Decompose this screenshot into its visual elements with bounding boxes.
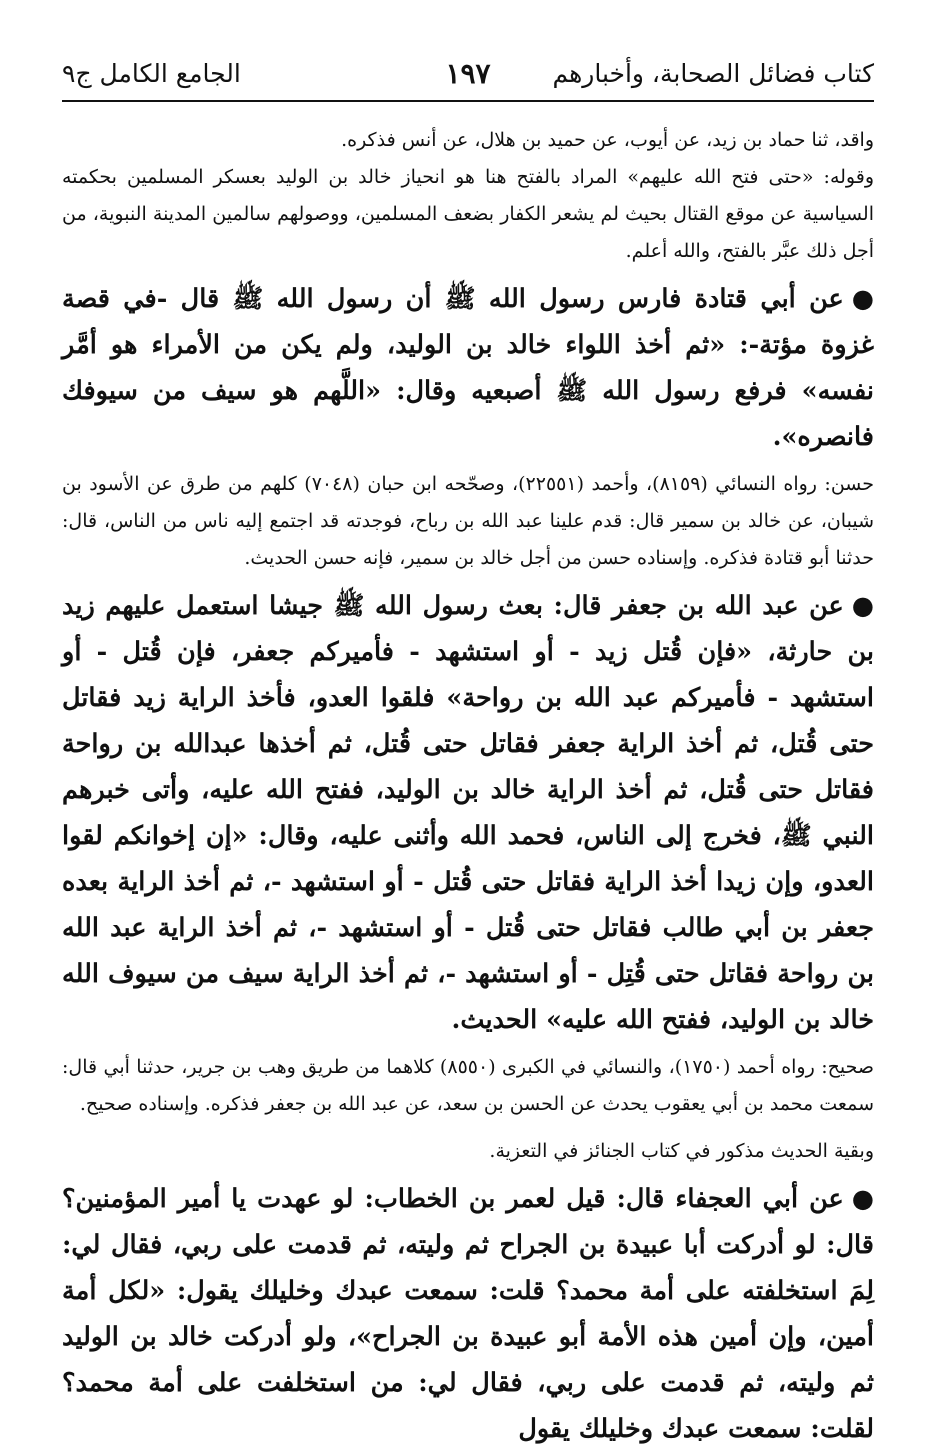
commentary-paragraph: وقوله: «حتى فتح الله عليهم» المراد بالفتح هنا هو انحياز خالد بن الوليد بعسكر المسلمين بحكمته السياسية عن موقع القتال بحيث لم يشعر الكفار بضعف المسلمين، ووصولهم سالمين المدينة النبوية، من أجل ذلك عبَّر بالفتح، والله أعلم. bbox=[62, 166, 874, 262]
hadith-paragraph bbox=[62, 583, 874, 1043]
hadith-text: عن أبي قتادة فارس رسول الله ﷺ أن رسول الله ﷺ قال -في قصة غزوة مؤتة-: «ثم أخذ اللواء خالد بن الوليد، ولم يكن من الأمراء هو أمَّر نفسه» فرفع رسول الله ﷺ أصبعيه وقال: «اللَّهم هو سيف من سيوفك فانصره». bbox=[62, 284, 874, 452]
hadith-text: عن عبد الله بن جعفر قال: بعث رسول الله ﷺ جيشا استعمل عليهم زيد بن حارثة، «فإن قُتل زيد - أو استشهد - فأميركم جعفر، فإن قُتل - أو استشهد - فأميركم عبد الله بن رواحة» فلقوا العدو، فأخذ الراية زيد فقاتل حتى قُتل، ثم أخذ الراية جعفر فقاتل حتى قُتل، ثم أخذها عبدالله بن رواحة فقاتل حتى قُتل، ثم أخذ الراية خالد بن الوليد، ففتح الله عليه، وأتى خبرهم النبي ﷺ، فخرج إلى الناس، فحمد الله وأثنى عليه، وقال: «إن إخوانكم لقوا العدو، وإن زيدا أخذ الراية فقاتل حتى قُتل - أو استشهد -، ثم أخذ الراية بعده جعفر بن أبي طالب فقاتل حتى قُتل - أو استشهد -، ثم أخذ الراية عبد الله بن رواحة فقاتل حتى قُتِل - أو استشهد -، ثم أخذ الراية سيف من سيوف الله خالد بن الوليد، ففتح الله عليه» الحديث. bbox=[62, 591, 874, 1035]
page-body bbox=[62, 122, 874, 1452]
takhrij-paragraph: صحيح: رواه أحمد (١٧٥٠)، والنسائي في الكبرى (٨٥٥٠) كلاهما من طريق وهب بن جرير، حدثنا أبي قال: سمعت محمد بن أبي يعقوب يحدث عن الحسن بن سعد، عن عبد الله بن جعفر فذكره. وإسناده صحيح. bbox=[62, 1056, 874, 1115]
book-title: كتاب فضائل الصحابة، وأخبارهم bbox=[552, 59, 874, 88]
hadith-text: عن أبي العجفاء قال: قيل لعمر بن الخطاب: لو عهدت يا أمير المؤمنين؟ قال: لو أدركت أبا عبيدة بن الجراح ثم وليته، ثم قدمت على ربي، فقال لي: لِمَ استخلفته على أمة محمد؟ قلت: سمعت عبدك وخليلك يقول: «لكل أمة أمين، وإن أمين هذه الأمة أبو عبيدة بن الجراح»، ولو أدركت خالد بن الوليد ثم وليته، ثم قدمت على ربي، فقال لي: من استخلفت على أمة محمد؟ لقلت: سمعت عبدك وخليلك يقول bbox=[62, 1184, 874, 1444]
note-paragraph: وبقية الحديث مذكور في كتاب الجنائز في التعزية. bbox=[489, 1140, 874, 1162]
commentary-paragraph: واقد، ثنا حماد بن زيد، عن أيوب، عن حميد بن هلال، عن أنس فذكره. bbox=[341, 129, 874, 151]
bullet-icon: ● bbox=[851, 591, 874, 621]
bullet-icon: ● bbox=[851, 1184, 874, 1214]
volume-title: الجامع الكامل ج٩ bbox=[62, 59, 241, 88]
hadith-paragraph bbox=[62, 276, 874, 460]
header-divider bbox=[62, 100, 874, 102]
takhrij-paragraph: حسن: رواه النسائي (٨١٥٩)، وأحمد (٢٢٥٥١)، وصحّحه ابن حبان (٧٠٤٨) كلهم من طرق عن الأسود بن شيبان، عن خالد بن سمير قال: قدم علينا عبد الله بن رباح، فوجدته قد اجتمع إليه ناس من الناس، قال: حدثنا أبو قتادة فذكره. وإسناده حسن من أجل خالد بن سمير، فإنه حسن الحديث. bbox=[62, 473, 874, 569]
page-number: ١٩٧ bbox=[445, 57, 491, 90]
page-header bbox=[62, 50, 874, 98]
bullet-icon: ● bbox=[851, 284, 874, 314]
hadith-paragraph bbox=[62, 1176, 874, 1452]
